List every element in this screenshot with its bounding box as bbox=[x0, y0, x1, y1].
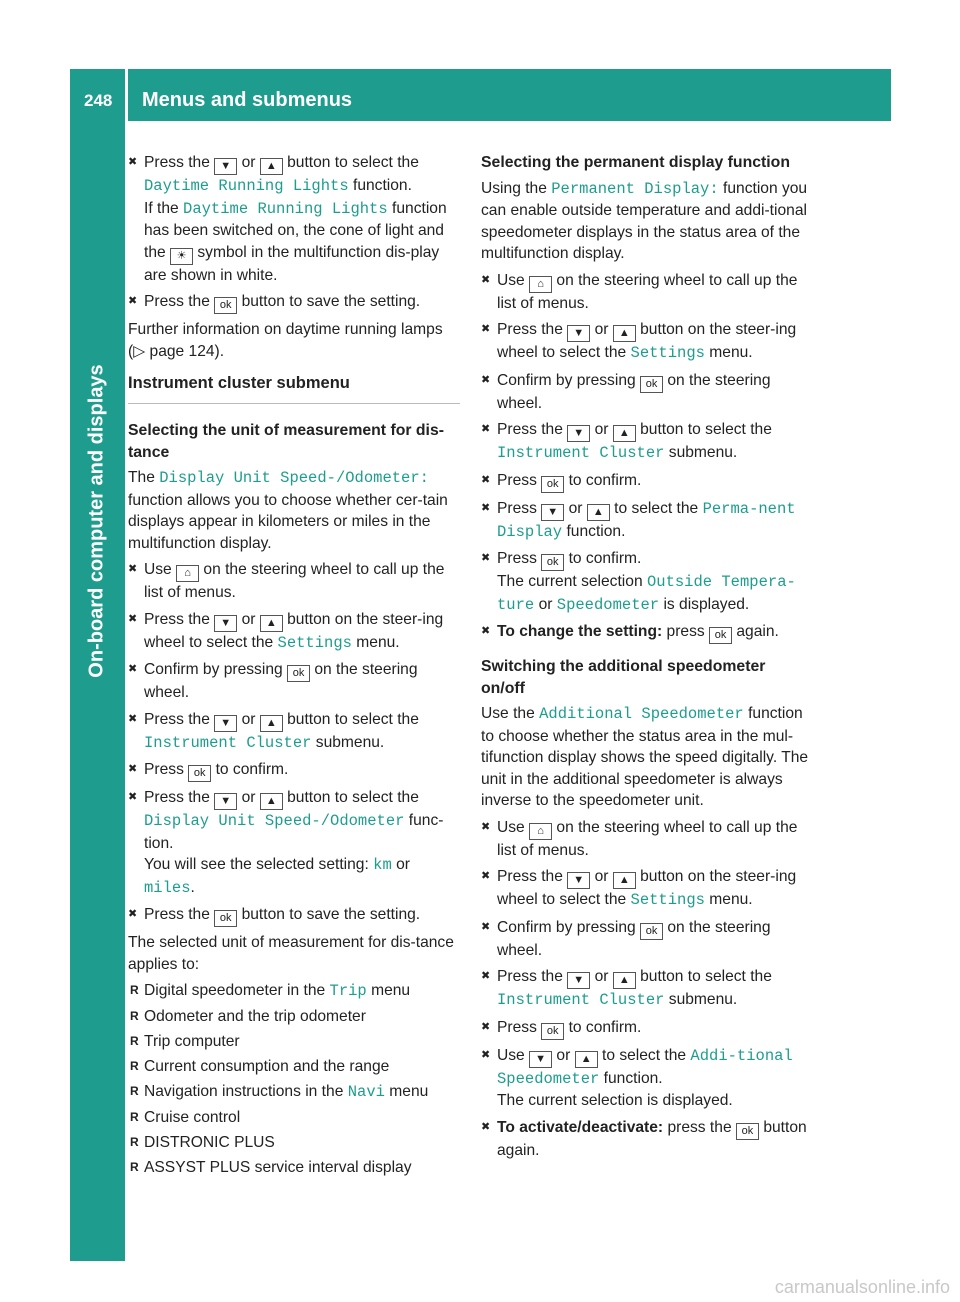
ok-key-icon: ok bbox=[214, 910, 237, 927]
home-key-icon: ⌂ bbox=[176, 565, 199, 582]
up-key-icon: ▲ bbox=[613, 425, 636, 442]
down-key-icon: ▼ bbox=[567, 425, 590, 442]
down-key-icon: ▼ bbox=[567, 325, 590, 342]
up-key-icon: ▲ bbox=[613, 325, 636, 342]
step-select-settings: ✖ Press the ▼ or ▲ button on the steer-ing wheel to select the Settings menu. bbox=[481, 866, 813, 912]
list-item: R Trip computer bbox=[128, 1031, 460, 1053]
ok-key-icon: ok bbox=[736, 1123, 759, 1140]
step-press-ok: ✖ Press ok to confirm. The current selection Outside Tempera-ture or Speedometer is displayed. bbox=[481, 548, 813, 616]
step-confirm: ✖ Confirm by pressing ok on the steering wheel. bbox=[481, 917, 813, 962]
ok-key-icon: ok bbox=[188, 765, 211, 782]
step-press-ok: ✖ Press ok to confirm. bbox=[481, 470, 813, 493]
home-key-icon: ⌂ bbox=[529, 276, 552, 293]
step-select-cluster: ✖ Press the ▼ or ▲ button to select the Instrument Cluster submenu. bbox=[481, 966, 813, 1012]
heading-permanent-display: Selecting the permanent display function bbox=[481, 154, 790, 171]
list-item: R Cruise control bbox=[128, 1107, 460, 1129]
up-key-icon: ▲ bbox=[613, 872, 636, 889]
list-item: R Odometer and the trip odometer bbox=[128, 1006, 460, 1028]
page-number: 248 bbox=[84, 91, 113, 110]
down-key-icon: ▼ bbox=[214, 158, 237, 175]
step-save-setting: ✖ Press the ok button to save the setting. bbox=[128, 291, 460, 314]
ok-key-icon: ok bbox=[640, 376, 663, 393]
step-press-ok: ✖ Press ok to confirm. bbox=[481, 1017, 813, 1040]
step-activate: ✖ To activate/deactivate: press the ok button again. bbox=[481, 1117, 813, 1162]
down-key-icon: ▼ bbox=[529, 1051, 552, 1068]
menu-term: Daytime Running Lights bbox=[183, 199, 388, 218]
ok-key-icon: ok bbox=[214, 297, 237, 314]
ok-key-icon: ok bbox=[287, 665, 310, 682]
ok-key-icon: ok bbox=[709, 627, 732, 644]
light-symbol-icon: ☀ bbox=[170, 248, 193, 265]
ok-key-icon: ok bbox=[541, 476, 564, 493]
down-key-icon: ▼ bbox=[214, 615, 237, 632]
home-key-icon: ⌂ bbox=[529, 823, 552, 840]
menu-term: Daytime Running Lights bbox=[144, 177, 349, 195]
step-daytime-lights: ✖ Press the ▼ or ▲ button to select the Daytime Running Lights function. If the Daytime Running Lights function has been switched on, the cone of light and the ☀ symbol in the multifunction dis-play are shown in white. bbox=[128, 152, 460, 286]
step-confirm: ✖ Confirm by pressing ok on the steering wheel. bbox=[481, 370, 813, 415]
list-item: R Digital speedometer in the Trip menu bbox=[128, 980, 460, 1003]
applies-to: The selected unit of measurement for dis-tance applies to: bbox=[128, 934, 454, 973]
list-item: R ASSYST PLUS service interval display bbox=[128, 1157, 460, 1179]
step-use-home: ✖ Use ⌂ on the steering wheel to call up the list of menus. bbox=[481, 817, 813, 862]
ok-key-icon: ok bbox=[541, 1023, 564, 1040]
up-key-icon: ▲ bbox=[575, 1051, 598, 1068]
up-key-icon: ▲ bbox=[613, 972, 636, 989]
heading-additional-speedometer: Switching the additional speedometer on/off bbox=[481, 658, 766, 697]
down-key-icon: ▼ bbox=[214, 793, 237, 810]
step-confirm: ✖ Confirm by pressing ok on the steering wheel. bbox=[128, 659, 460, 704]
list-item: R Navigation instructions in the Navi menu bbox=[128, 1081, 460, 1104]
step-use-home: ✖ Use ⌂ on the steering wheel to call up the list of menus. bbox=[128, 559, 460, 604]
up-key-icon: ▲ bbox=[260, 715, 283, 732]
section-title: Menus and submenus bbox=[142, 89, 353, 111]
step-press-ok: ✖ Press ok to confirm. bbox=[128, 759, 460, 782]
chapter-title: On-board computer and displays bbox=[85, 364, 108, 678]
heading-unit-measurement: Selecting the unit of measurement for dis-tance bbox=[128, 422, 444, 461]
step-select-cluster: ✖ Press the ▼ or ▲ button to select the Instrument Cluster submenu. bbox=[128, 709, 460, 755]
step-change-setting: ✖ To change the setting: press ok again. bbox=[481, 621, 813, 644]
up-key-icon: ▲ bbox=[260, 793, 283, 810]
further-info: Further information on daytime running lamps (▷ page 124). bbox=[128, 321, 443, 360]
left-column bbox=[128, 152, 460, 1182]
step-select-cluster: ✖ Press the ▼ or ▲ button to select the Instrument Cluster submenu. bbox=[481, 419, 813, 465]
down-key-icon: ▼ bbox=[567, 872, 590, 889]
up-key-icon: ▲ bbox=[260, 615, 283, 632]
up-key-icon: ▲ bbox=[587, 504, 610, 521]
step-select-unit: ✖ Press the ▼ or ▲ button to select the Display Unit Speed-/Odometer func-tion. You will see the selected setting: km or miles. bbox=[128, 787, 460, 899]
watermark: carmanualsonline.info bbox=[774, 1277, 950, 1297]
right-column bbox=[481, 152, 813, 1166]
ok-key-icon: ok bbox=[541, 554, 564, 571]
down-key-icon: ▼ bbox=[567, 972, 590, 989]
unit-intro: The Display Unit Speed-/Odometer: function allows you to choose whether cer-tain displays appear in kilometers or miles in the multifunction display. bbox=[128, 469, 448, 552]
heading-instrument-cluster: Instrument cluster submenu bbox=[128, 372, 460, 404]
step-select-perm: ✖ Press ▼ or ▲ to select the Perma-nent Display function. bbox=[481, 498, 813, 544]
side-tab bbox=[70, 121, 125, 1261]
up-key-icon: ▲ bbox=[260, 158, 283, 175]
list-item: R Current consumption and the range bbox=[128, 1056, 460, 1078]
add-intro: Use the Additional Speedometer function to choose whether the status area in the mul-tifunction display shows the speed digitally. The unit in the additional speedometer is always inverse to the speedometer unit. bbox=[481, 705, 809, 809]
header-divider bbox=[125, 69, 128, 121]
perm-intro: Using the Permanent Display: function you can enable outside temperature and addi-tional speedometer displays in the status area of the multifunction display. bbox=[481, 179, 808, 262]
step-use-home: ✖ Use ⌂ on the steering wheel to call up the list of menus. bbox=[481, 270, 813, 315]
step-save-setting: ✖ Press the ok button to save the setting. bbox=[128, 904, 460, 927]
down-key-icon: ▼ bbox=[214, 715, 237, 732]
list-item: R DISTRONIC PLUS bbox=[128, 1132, 460, 1154]
ok-key-icon: ok bbox=[640, 923, 663, 940]
step-select-settings: ✖ Press the ▼ or ▲ button on the steer-ing wheel to select the Settings menu. bbox=[128, 609, 460, 655]
page-header bbox=[70, 69, 891, 121]
step-select-settings: ✖ Press the ▼ or ▲ button on the steer-ing wheel to select the Settings menu. bbox=[481, 319, 813, 365]
step-select-additional: ✖ Use ▼ or ▲ to select the Addi-tional Speedometer function. The current selection is displayed. bbox=[481, 1045, 813, 1112]
down-key-icon: ▼ bbox=[541, 504, 564, 521]
